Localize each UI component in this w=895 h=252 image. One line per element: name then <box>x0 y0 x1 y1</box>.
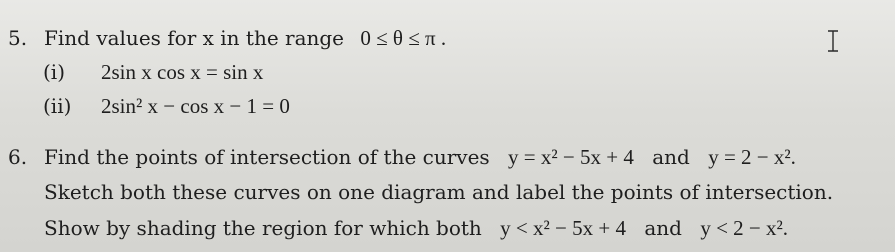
question-6 <box>8 147 796 168</box>
question-5-part-ii <box>43 96 290 117</box>
part-ii-label: (ii) <box>43 94 72 118</box>
part-i-label: (i) <box>43 60 66 84</box>
part-ii-equation: 2sin² x − cos x − 1 = 0 <box>101 94 290 118</box>
question-5-range: 0 ≤ θ ≤ π . <box>360 26 447 50</box>
question-5-part-i <box>43 62 263 83</box>
curve-1-equation: y = x² − 5x + 4 <box>508 145 634 169</box>
question-5-text: Find values for x in the range <box>44 26 345 50</box>
text-cursor-icon <box>826 30 840 52</box>
inequality-1: y < x² − 5x + 4 <box>500 216 626 240</box>
question-6-line-1: Find the points of intersection of the curves <box>44 145 490 169</box>
question-5-number: 5. <box>8 26 28 50</box>
question-6-line-3 <box>44 218 788 239</box>
shading-instruction: Show by shading the region for which both <box>44 216 482 240</box>
inequality-2: y < 2 − x². <box>700 216 789 240</box>
question-6-line-2 <box>44 182 833 202</box>
part-i-equation: 2sin x cos x = sin x <box>101 60 264 84</box>
question-5 <box>8 28 446 49</box>
question-6-number: 6. <box>8 145 28 169</box>
conjunction-and-2: and <box>644 216 682 240</box>
conjunction-and-1: and <box>652 145 690 169</box>
curve-2-equation: y = 2 − x². <box>708 145 796 169</box>
sketch-instruction: Sketch both these curves on one diagram and label the points of intersection. <box>44 180 834 204</box>
